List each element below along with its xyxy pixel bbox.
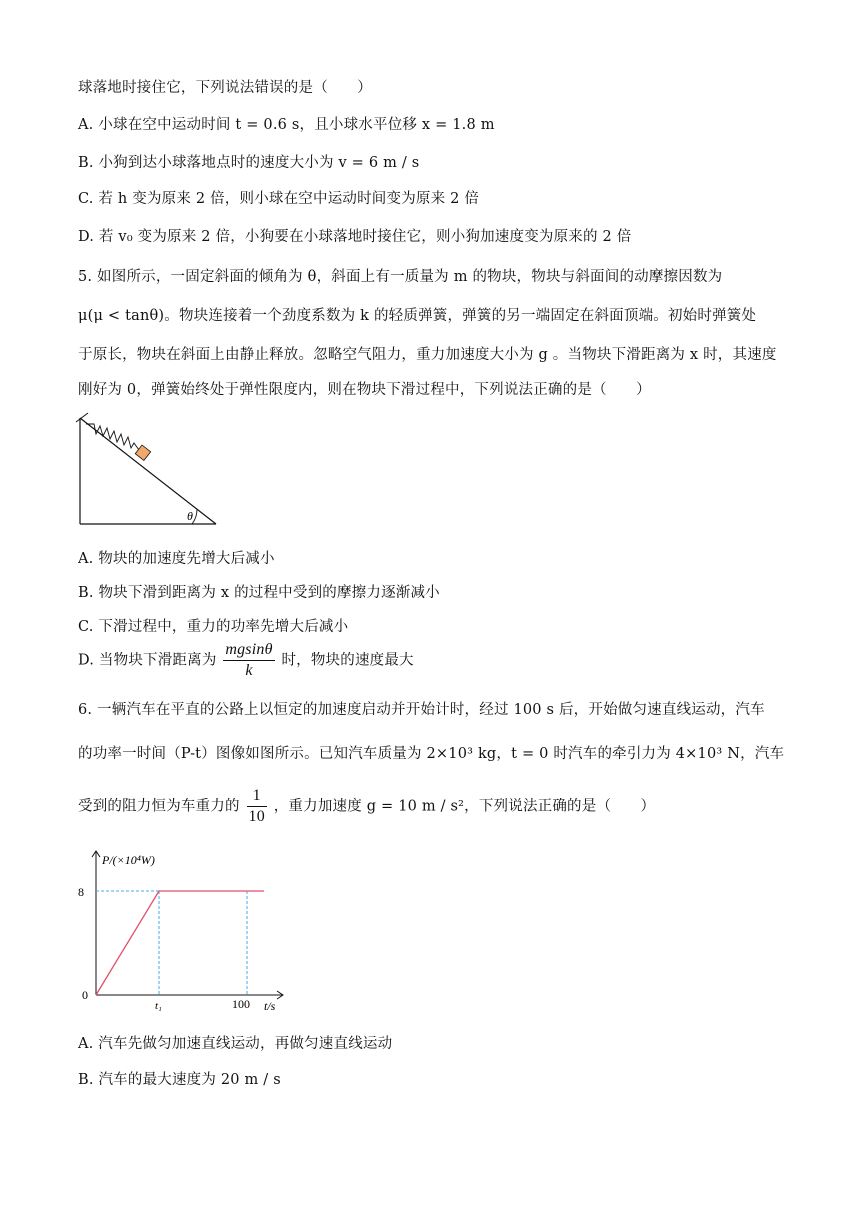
- x-tick-label: t₁: [155, 1000, 162, 1012]
- option-d: [78, 640, 414, 681]
- option-d-prefix: D. 当物块下滑距离为: [78, 652, 217, 669]
- stem-prefix: 受到的阻力恒为车重力的: [78, 798, 240, 815]
- option-b: B. 小狗到达小球落地点时的速度大小为 v = 6 m / s: [78, 155, 420, 171]
- fraction-numerator: 1: [247, 786, 267, 807]
- y-tick-label: 0: [82, 988, 88, 1002]
- option-a: A. 物块的加速度先增大后减小: [78, 551, 275, 567]
- option-b: B. 物块下滑到距离为 x 的过程中受到的摩擦力逐渐减小: [78, 585, 440, 601]
- option-c: C. 下滑过程中，重力的功率先增大后减小: [78, 619, 349, 635]
- option-a: A. 汽车先做匀加速直线运动，再做匀速直线运动: [78, 1036, 393, 1052]
- x-tick-label: 100: [232, 997, 250, 1011]
- angle-label: θ: [187, 509, 193, 523]
- p-t-chart: [70, 846, 290, 1018]
- question-6-stem: 6. 一辆汽车在平直的公路上以恒定的加速度启动并开始计时，经过 100 s 后，开始做匀速直线运动，汽车: [78, 702, 765, 718]
- fraction: [247, 786, 267, 827]
- x-axis-label: t/s: [264, 999, 276, 1013]
- option-a: A. 小球在空中运动时间 t = 0.6 s，且小球水平位移 x = 1.8 m: [78, 117, 495, 133]
- y-axis-label: P/(×10⁴W): [102, 853, 155, 867]
- text-line: 球落地时接住它，下列说法错误的是（ ）: [78, 80, 372, 96]
- fraction-numerator: mgsinθ: [223, 640, 274, 661]
- question-5-stem: 于原长，物块在斜面上由静止释放。忽略空气阻力，重力加速度大小为 g 。当物块下滑距离为 x 时，其速度: [78, 347, 777, 363]
- question-5-stem: 5. 如图所示，一固定斜面的倾角为 θ，斜面上有一质量为 m 的物块，物块与斜面间的动摩擦因数为: [78, 269, 723, 285]
- question-5-stem: μ(μ < tanθ)。物块连接着一个劲度系数为 k 的轻质弹簧，弹簧的另一端固定在斜面顶端。初始时弹簧处: [78, 308, 757, 324]
- fraction: [223, 640, 274, 681]
- series-line: [96, 891, 264, 995]
- fraction-denominator: k: [245, 662, 253, 679]
- question-6-stem: [78, 786, 655, 827]
- question-6-stem: 的功率一时间（P-t）图像如图所示。已知汽车质量为 2×10³ kg，t = 0 时汽车的牵引力为 4×10³ N，汽车: [78, 746, 785, 762]
- spring: [86, 424, 139, 450]
- option-c: C. 若 h 变为原来 2 倍，则小球在空中运动时间变为原来 2 倍: [78, 191, 480, 207]
- stem-suffix: ，重力加速度 g = 10 m / s²，下列说法正确的是（ ）: [273, 798, 656, 815]
- option-d: D. 若 v₀ 变为原来 2 倍，小狗要在小球落地时接住它，则小狗加速度变为原来的 2 倍: [78, 229, 632, 245]
- option-b: B. 汽车的最大速度为 20 m / s: [78, 1072, 281, 1088]
- incline-figure: [74, 412, 224, 530]
- y-tick-label: 8: [78, 885, 84, 899]
- option-d-suffix: 时，物块的速度最大: [281, 652, 414, 669]
- question-5-stem: 刚好为 0，弹簧始终处于弹性限度内，则在物块下滑过程中，下列说法正确的是（ ）: [78, 382, 651, 398]
- fraction-denominator: 10: [248, 808, 265, 825]
